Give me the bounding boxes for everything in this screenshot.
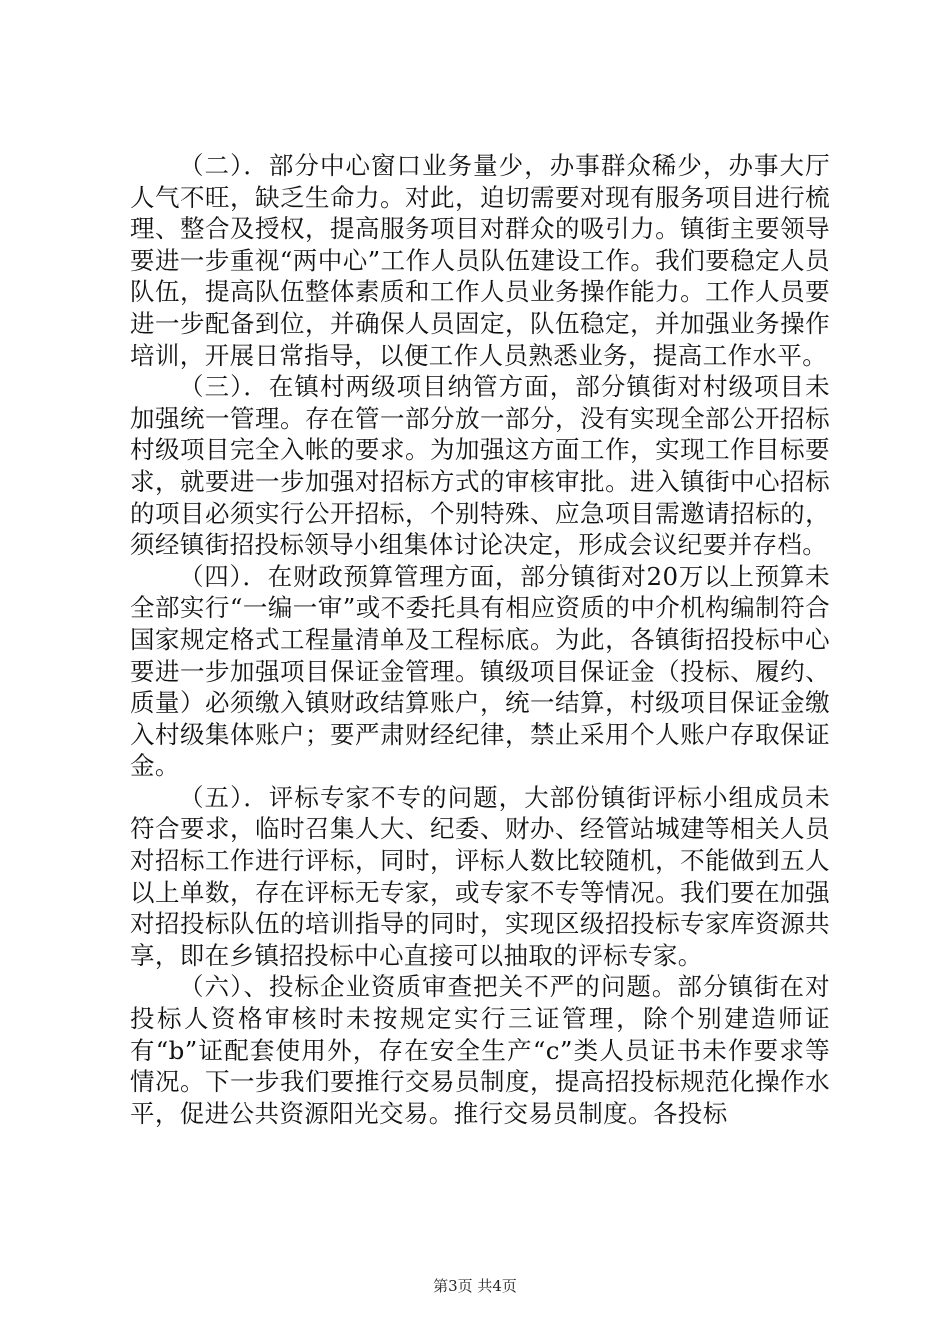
document-body bbox=[130, 150, 830, 1129]
paragraph-2: （二）．部分中心窗口业务量少，办事群众稀少，办事大厅人气不旺，缺乏生命力。对此，迫切需要对现有服务项目进行梳理、整合及授权，提高服务项目对群众的吸引力。镇街主要领导要进一步重视“两中心”工作人员队伍建设工作。我们要稳定人员队伍，提高队伍整体素质和工作人员业务操作能力。工作人员要进一步配备到位，并确保人员固定，队伍稳定，并加强业务操作培训，开展日常指导，以便工作人员熟悉业务，提高工作水平。 bbox=[130, 151, 830, 370]
paragraph-6: （六）、投标企业资质审查把关不严的问题。部分镇街在对投标人资格审核时未按规定实行三证管理，除个别建造师证有“b”证配套使用外，存在安全生产“c”类人员证书未作要求等情况。下一步我们要推行交易员制度，提高招投标规范化操作水平，促进公共资源阳光交易。推行交易员制度。各投标 bbox=[130, 972, 830, 1128]
paragraph-5: （五）．评标专家不专的问题，大部份镇街评标小组成员未符合要求，临时召集人大、纪委、财办、经管站城建等相关人员对招标工作进行评标，同时，评标人数比较随机，不能做到五人以上单数，存在评标无专家，或专家不专等情况。我们要在加强对招投标队伍的培训指导的同时，实现区级招投标专家库资源共享，即在乡镇招投标中心直接可以抽取的评标专家。 bbox=[130, 782, 830, 970]
page-footer: 第3页 共4页 bbox=[433, 1277, 517, 1295]
paragraph-4: （四）．在财政预算管理方面，部分镇街对20万以上预算未全部实行“一编一审”或不委托具有相应资质的中介机构编制符合国家规定格式工程量清单及工程标底。为此，各镇街招投标中心要进一步加强项目保证金管理。镇级项目保证金（投标、履约、质量）必须缴入镇财政结算账户，统一结算，村级项目保证金缴入村级集体账户；要严肃财经纪律，禁止采用个人账户存取保证金。 bbox=[130, 561, 830, 781]
paragraph-3: （三）．在镇村两级项目纳管方面，部分镇街对村级项目未加强统一管理。存在管一部分放一部分，没有实现全部公开招标村级项目完全入帐的要求。为加强这方面工作，实现工作目标要求，就要进一步加强对招标方式的审核审批。进入镇街中心招标的项目必须实行公开招标，个别特殊、应急项目需邀请招标的，须经镇街招投标领导小组集体讨论决定，形成会议纪要并存档。 bbox=[130, 372, 830, 560]
